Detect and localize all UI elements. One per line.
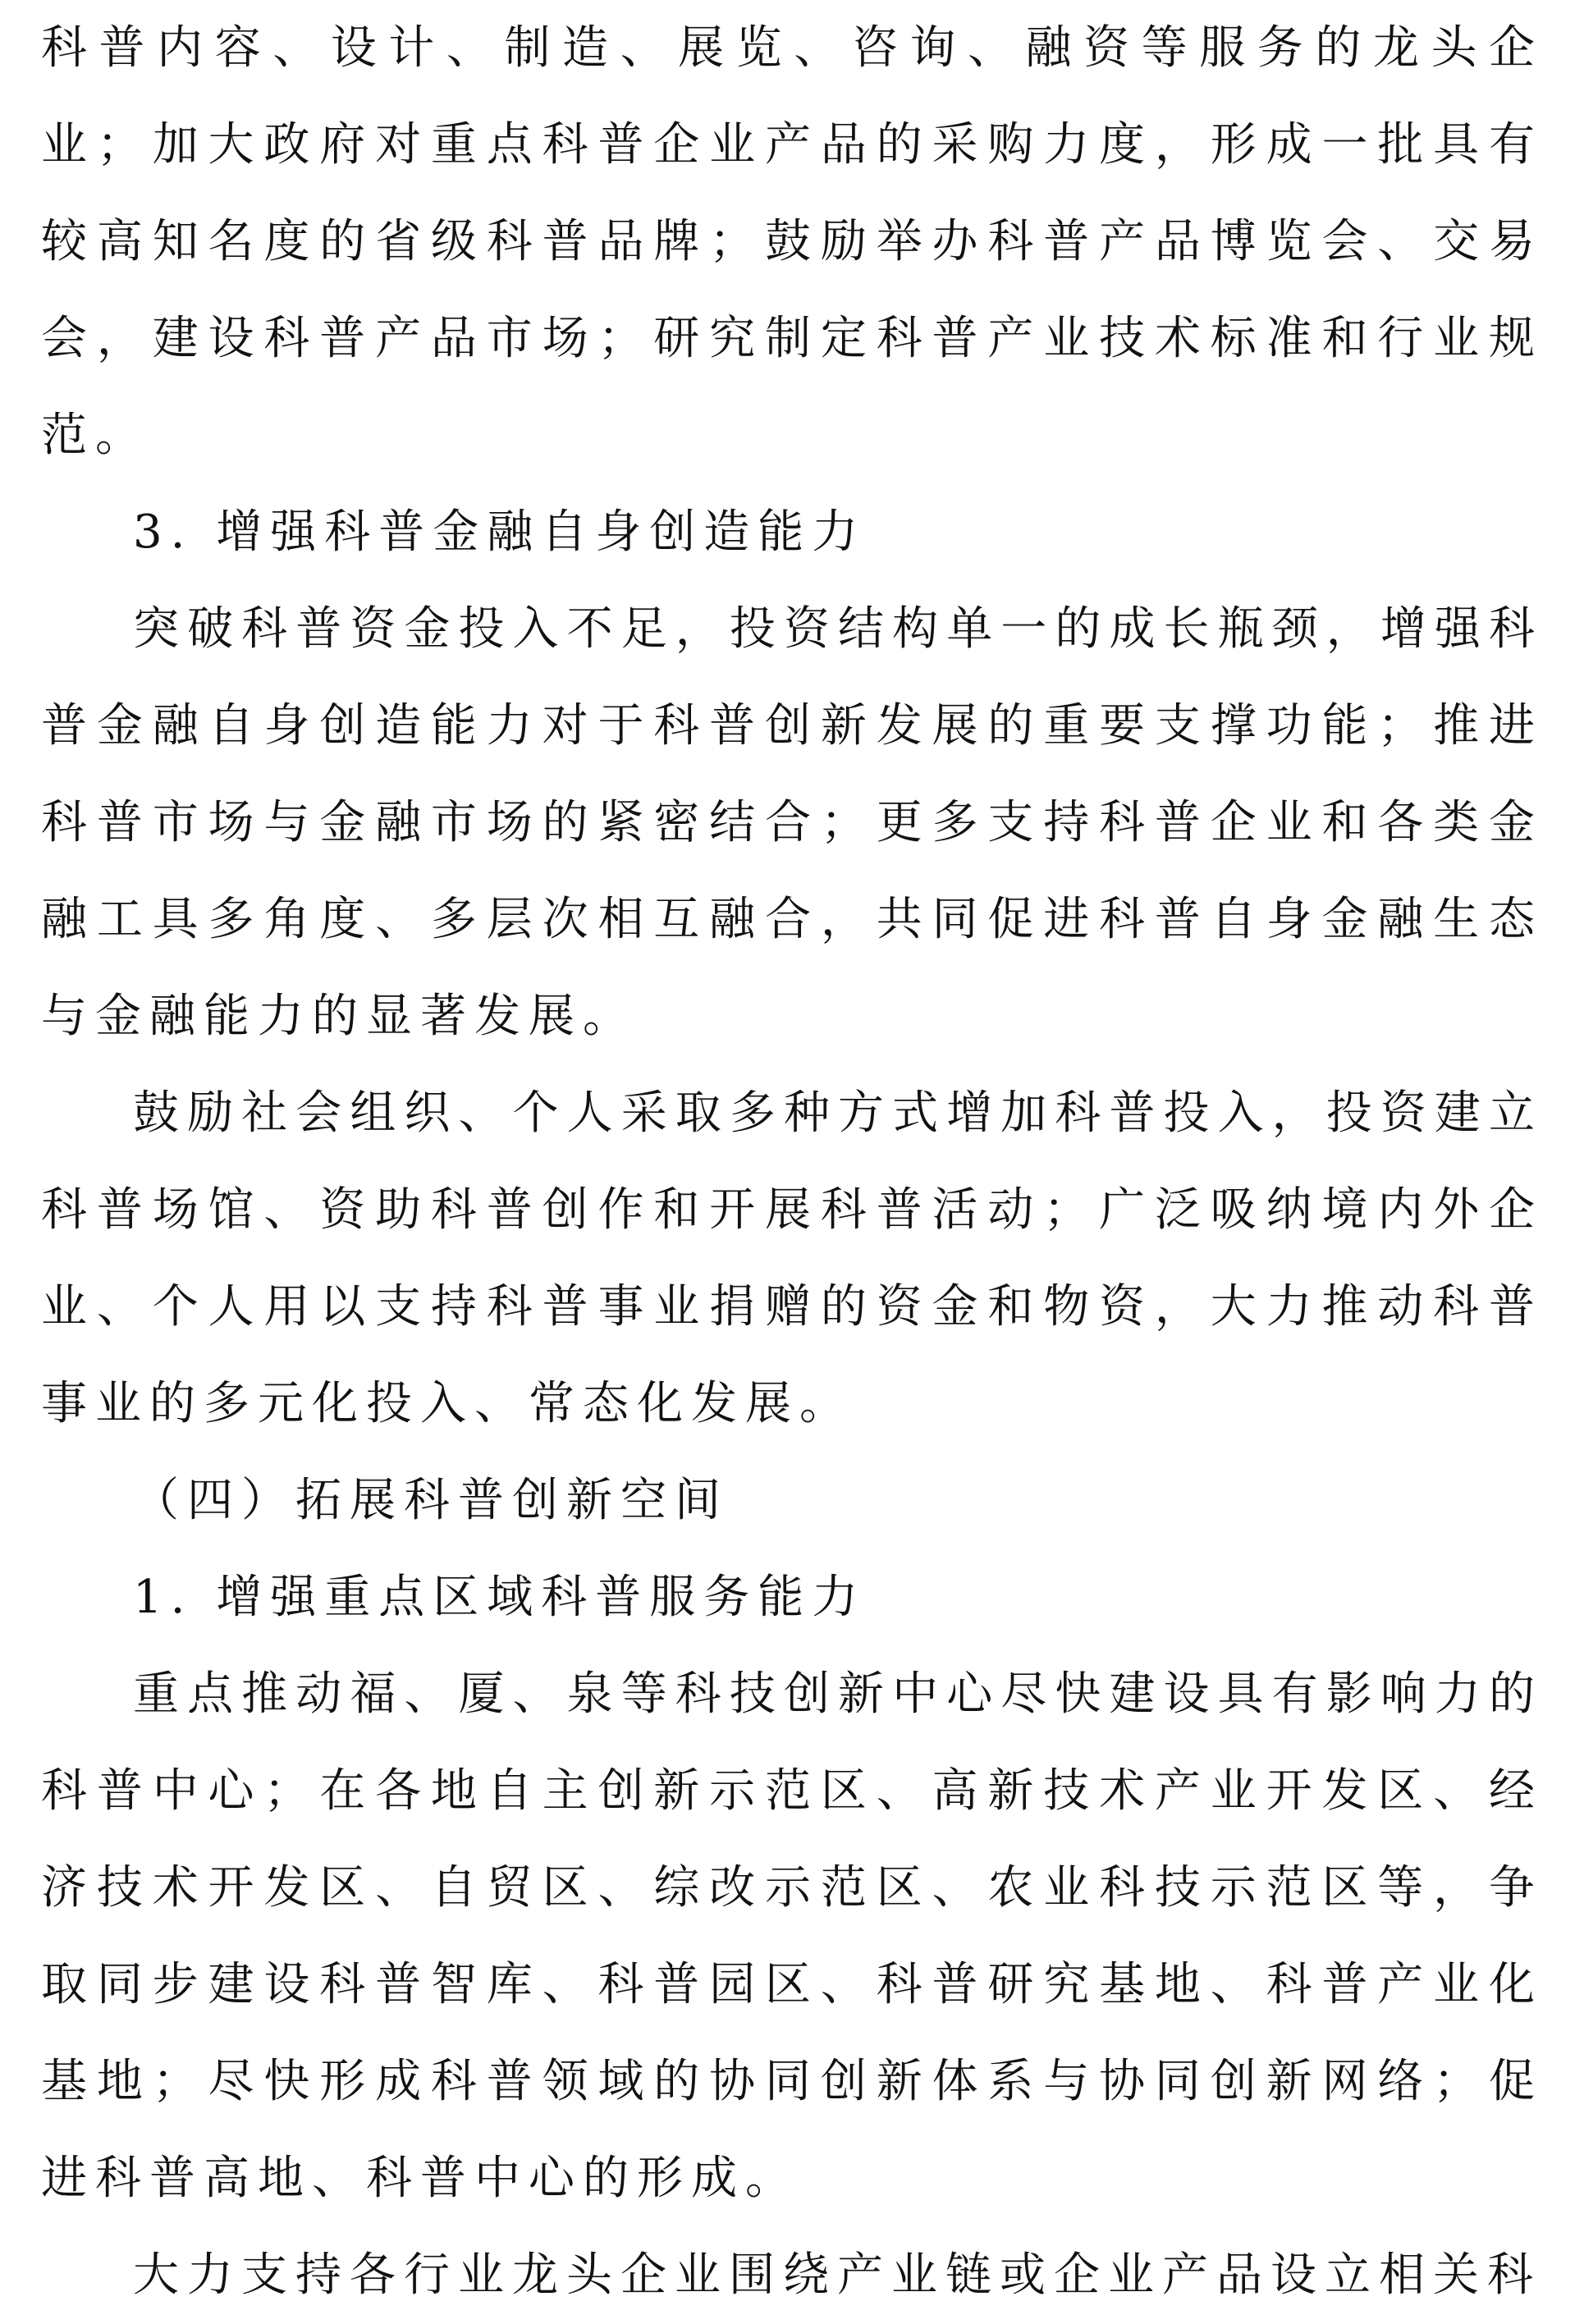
- paragraph-body: 鼓励社会组织、个人采取多种方式增加科普投入，投资建立科普场馆、资助科普创作和开展科普活动；广泛吸纳境内外企业、个人用以支持科普事业捐赠的资金和物资，大力推动科普事业的多元化投入、常态化发展。: [41, 1087, 1543, 1430]
- paragraph-body: 突破科普资金投入不足，投资结构单一的成长瓶颈，增强科普金融自身创造能力对于科普创新发展的重要支撑功能；推进科普市场与金融市场的紧密结合；更多支持科普企业和各类金融工具多角度、多层次相互融合，共同促进科普自身金融生态与金融能力的显著发展。: [41, 602, 1543, 1043]
- subheading-regional-service: 1. 增强重点区域科普服务能力: [133, 1571, 867, 1624]
- paragraph-body: 重点推动福、厦、泉等科技创新中心尽快建设具有影响力的科普中心；在各地自主创新示范区、高新技术产业开发区、经济技术开发区、自贸区、综改示范区、农业科技示范区等，争取同步建设科普智库、科普园区、科普研究基地、科普产业化基地；尽快形成科普领域的协同创新体系与协同创新网络；促进科普高地、科普中心的形成。: [41, 1668, 1543, 2205]
- section-heading: （四）拓展科普创新空间: [133, 1474, 729, 1527]
- paragraph-body: 大力支持各行业龙头企业围绕产业链或企业产品设立相关科: [133, 2249, 1541, 2302]
- paragraph-continuation: 科普内容、设计、制造、展览、咨询、融资等服务的龙头企业；加大政府对重点科普企业产品的采购力度，形成一批具有较高知名度的省级科普品牌；鼓励举办科普产品博览会、交易会，建设科普产品市场；研究制定科普产业技术标准和行业规范。: [41, 21, 1543, 462]
- document-page: [41, 0, 1543, 2324]
- subheading-finance-capacity: 3. 增强科普金融自身创造能力: [133, 506, 867, 559]
